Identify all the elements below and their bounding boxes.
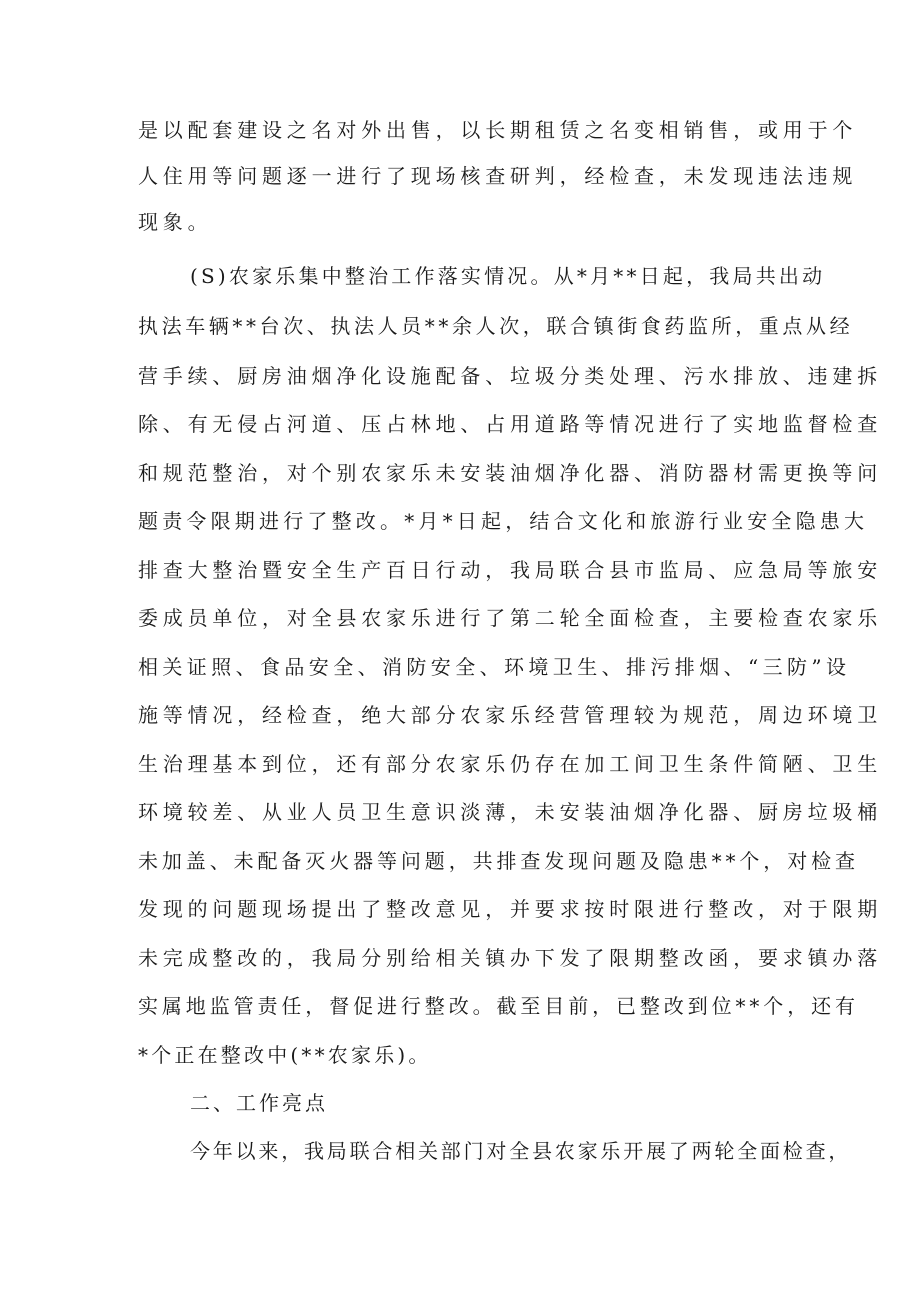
paragraph-line: 除、有无侵占河道、压占林地、占用道路等情况进行了实地监督检查 [138, 412, 882, 436]
section-paragraph-start: (S)农家乐集中整治工作落实情况。从*月**日起，我局共出动 [190, 264, 826, 288]
section-heading: 二、工作亮点 [190, 1091, 328, 1115]
paragraph-line: 发现的问题现场提出了整改意见，并要求按时限进行整改，对于限期 [138, 897, 882, 921]
paragraph-line: 相关证照、食品安全、消防安全、环境卫生、排污排烟、“三防”设 [138, 655, 851, 679]
paragraph-line: 实属地监管责任，督促进行整改。截至目前，已整改到位**个，还有 [138, 994, 859, 1018]
paragraph-line: 营手续、厨房油烟净化设施配备、垃圾分类处理、污水排放、违建拆 [138, 364, 882, 388]
paragraph-line: 题责令限期进行了整改。*月*日起，结合文化和旅游行业安全隐患大 [138, 509, 869, 533]
paragraph-line: 生治理基本到位，还有部分农家乐仍存在加工间卫生条件简陋、卫生 [138, 752, 882, 776]
paragraph-line: 未加盖、未配备灭火器等问题，共排查发现问题及隐患**个，对检查 [138, 849, 859, 873]
paragraph-line: 委成员单位，对全县农家乐进行了第二轮全面检查，主要检查农家乐 [138, 606, 882, 630]
paragraph-line: 环境较差、从业人员卫生意识淡薄，未安装油烟净化器、厨房垃圾桶 [138, 800, 882, 824]
paragraph-line: 施等情况，经检查，绝大部分农家乐经营管理较为规范，周边环境卫 [138, 703, 882, 727]
paragraph-line: *个正在整改中(**农家乐)。 [138, 1043, 432, 1067]
paragraph-line: 人住用等问题逐一进行了现场核查研判，经检查，未发现违法违规 [138, 164, 858, 188]
paragraph-line: 是以配套建设之名对外出售，以长期租赁之名变相销售，或用于个 [138, 118, 858, 142]
paragraph-line: 现象。 [138, 210, 213, 234]
paragraph-line: 和规范整治，对个别农家乐未安装油烟净化器、消防器材需更换等问 [138, 461, 882, 485]
paragraph-line: 未完成整改的，我局分别给相关镇办下发了限期整改函，要求镇办落 [138, 946, 882, 970]
section-paragraph-start: 今年以来，我局联合相关部门对全县农家乐开展了两轮全面检查， [190, 1139, 852, 1163]
paragraph-line: 排查大整治暨安全生产百日行动，我局联合县市监局、应急局等旅安 [138, 558, 882, 582]
paragraph-line: 执法车辆**台次、执法人员**余人次，联合镇街食药监所，重点从经 [138, 314, 854, 338]
